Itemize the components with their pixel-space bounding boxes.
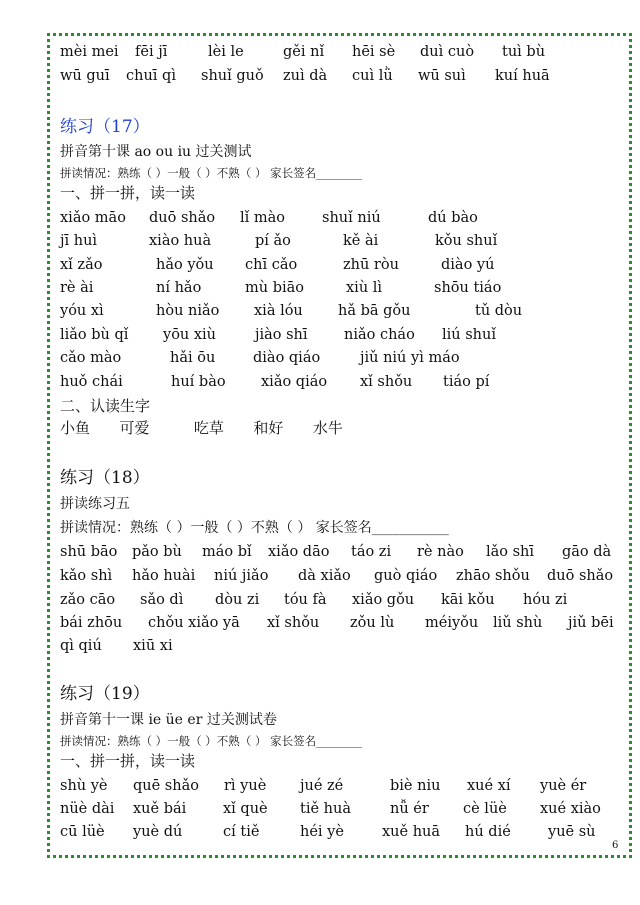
pinyin-word: chǒu xiǎo yā	[148, 615, 240, 631]
pinyin-word: xià lóu	[254, 303, 303, 319]
pinyin-word: héi yè	[300, 824, 344, 840]
pinyin-word: chī cǎo	[245, 257, 298, 273]
pinyin-word: zǒu lù	[350, 615, 395, 631]
pinyin-word: xiǎo qiáo	[261, 374, 328, 390]
pinyin-word: biè niu	[390, 778, 441, 794]
pinyin-word: quē shǎo	[133, 778, 199, 794]
pinyin-word: diào yú	[441, 257, 495, 273]
pinyin-word: wū suì	[418, 68, 466, 84]
pinyin-word: gěi nǐ	[283, 44, 325, 60]
pinyin-word: jiǔ bēi	[568, 615, 614, 631]
pinyin-word: hǎi ōu	[170, 350, 216, 366]
exercise-19-section1: 一、拼一拼，读一读	[60, 752, 196, 770]
pinyin-word: hǎo yǒu	[156, 257, 214, 273]
pinyin-word: máo bǐ	[202, 544, 252, 560]
pinyin-word: xǐ shǒu	[360, 374, 413, 390]
pinyin-word: rè nào	[417, 544, 464, 560]
pinyin-word: xǐ zǎo	[60, 257, 103, 273]
pinyin-word: xiū xi	[133, 638, 173, 654]
pinyin-word: lèi le	[208, 44, 244, 60]
exercise-18-status: 拼读情况：熟练（ ）一般（ ）不熟（ ） 家长签名___________	[60, 520, 449, 536]
pinyin-word: cǎo mào	[60, 350, 122, 366]
pinyin-word: rì yuè	[224, 778, 267, 794]
pinyin-word: hǎ bā gǒu	[338, 303, 411, 319]
pinyin-word: gāo dà	[562, 544, 612, 560]
exercise-17-section1: 一、拼一拼，读一读	[60, 184, 196, 202]
pinyin-word: cè lüè	[463, 801, 507, 817]
pinyin-word: huǒ chái	[60, 374, 123, 390]
pinyin-word: liǔ shù	[493, 615, 543, 631]
exercise-17-subtitle: 拼音第十课 ao ou iu 过关测试	[60, 144, 252, 160]
pinyin-word: xiǎo dāo	[268, 544, 330, 560]
pinyin-word: jué zé	[300, 778, 344, 794]
pinyin-word: hóu zi	[523, 592, 568, 608]
exercise-17-status: 拼读情况：熟练（ ）一般（ ）不熟（ ） 家长签名________	[60, 166, 363, 180]
pinyin-word: cuì lǜ	[352, 68, 393, 84]
pinyin-word: xiǎo māo	[60, 210, 126, 226]
pinyin-word: dà xiǎo	[298, 568, 351, 584]
pinyin-word: xuě huā	[382, 824, 441, 840]
pinyin-word: xué xiào	[540, 801, 601, 817]
pinyin-word: shuǐ niú	[322, 210, 381, 226]
pinyin-word: cí tiě	[223, 824, 260, 840]
pinyin-word: guò qiáo	[374, 568, 438, 584]
pinyin-word: méiyǒu	[425, 615, 479, 631]
exercise-17-title: 练习（17）	[60, 117, 150, 137]
pinyin-word: duì cuò	[420, 44, 475, 60]
exercise-18-title: 练习（18）	[60, 468, 150, 488]
pinyin-word: yóu xì	[60, 303, 104, 319]
pinyin-word: xǐ què	[223, 801, 268, 817]
pinyin-word: liǎo bù qǐ	[60, 327, 129, 343]
page-number: 6	[612, 840, 619, 851]
pinyin-word: wū guī	[60, 68, 110, 84]
exercise-17-section2: 二、认读生字	[60, 397, 151, 415]
pinyin-word: kǎo shì	[60, 568, 113, 584]
pinyin-word: chuī qì	[126, 68, 176, 84]
pinyin-word: tǔ dòu	[475, 303, 523, 319]
pinyin-word: cū lüè	[60, 824, 105, 840]
pinyin-word: zuì dà	[283, 68, 328, 84]
pinyin-word: jiào shī	[255, 327, 308, 343]
pinyin-word: xiù lì	[346, 280, 383, 296]
pinyin-word: xuě bái	[133, 801, 187, 817]
pinyin-word: nǚ ér	[390, 801, 429, 817]
pinyin-word: lǐ mào	[240, 210, 286, 226]
pinyin-word: yuè ér	[540, 778, 587, 794]
pinyin-word: kuí huā	[495, 68, 550, 84]
pinyin-word: táo zi	[351, 544, 392, 560]
pinyin-word: xiào huà	[149, 233, 212, 249]
pinyin-word: kě ài	[343, 233, 379, 249]
pinyin-word: shōu tiáo	[434, 280, 502, 296]
pinyin-word: tiáo pí	[443, 374, 490, 390]
pinyin-word: niú jiǎo	[214, 568, 269, 584]
pinyin-word: bái zhōu	[60, 615, 123, 631]
pinyin-word: hú dié	[465, 824, 511, 840]
pinyin-word: zhāo shǒu	[456, 568, 530, 584]
pinyin-word: duō shǎo	[149, 210, 216, 226]
pinyin-word: zǎo cāo	[60, 592, 116, 608]
pinyin-word: zhū ròu	[343, 257, 399, 273]
pinyin-word: jiǔ niú yì máo	[360, 350, 460, 366]
pinyin-word: shù yè	[60, 778, 108, 794]
exercise-19-status: 拼读情况：熟练（ ）一般（ ）不熟（ ） 家长签名________	[60, 734, 363, 748]
exercise-19-subtitle: 拼音第十一课 ie üe er 过关测试卷	[60, 712, 277, 728]
pinyin-word: kǒu shuǐ	[435, 233, 498, 249]
pinyin-word: fēi jī	[135, 44, 168, 60]
pinyin-word: tóu fà	[284, 592, 327, 608]
pinyin-word: dú bào	[428, 210, 478, 226]
pinyin-word: lǎo shī	[486, 544, 535, 560]
pinyin-word: hǎo huài	[132, 568, 196, 584]
pinyin-word: dòu zi	[215, 592, 260, 608]
pinyin-word: liú shuǐ	[442, 327, 496, 343]
pinyin-word: nüè dài	[60, 801, 115, 817]
pinyin-word: tuì bù	[502, 44, 546, 60]
pinyin-word: pǎo bù	[132, 544, 182, 560]
pinyin-word: hēi sè	[352, 44, 396, 60]
exercise-19-title: 练习（19）	[60, 684, 150, 704]
pinyin-word: tiě huà	[300, 801, 351, 817]
pinyin-word: shū bāo	[60, 544, 118, 560]
exercise-18-subtitle: 拼读练习五	[60, 496, 130, 512]
pinyin-word: shuǐ guǒ	[201, 68, 264, 84]
pinyin-word: xǐ shǒu	[267, 615, 320, 631]
pinyin-word: diào qiáo	[253, 350, 321, 366]
pinyin-word: qì qiú	[60, 638, 102, 654]
pinyin-word: mù biāo	[245, 280, 304, 296]
pinyin-word: sǎo dì	[140, 592, 184, 608]
pinyin-word: kāi kǒu	[441, 592, 495, 608]
pinyin-word: xué xí	[467, 778, 511, 794]
pinyin-word: jī huì	[60, 233, 98, 249]
pinyin-word: pí ǎo	[255, 233, 291, 249]
pinyin-word: xiǎo gǒu	[352, 592, 415, 608]
pinyin-word: niǎo cháo	[344, 327, 415, 343]
pinyin-word: huí bào	[171, 374, 226, 390]
pinyin-word: duō shǎo	[547, 568, 614, 584]
pinyin-word: yuè dú	[133, 824, 183, 840]
pinyin-word: yuē sù	[548, 824, 596, 840]
pinyin-word: hòu niǎo	[156, 303, 220, 319]
pinyin-word: mèi mei	[60, 44, 119, 60]
pinyin-word: rè ài	[60, 280, 94, 296]
pinyin-word: yōu xiù	[163, 327, 217, 343]
pinyin-word: ní hǎo	[156, 280, 202, 296]
exercise-17-characters: 小鱼 可爱 吃草 和好 水牛	[60, 419, 343, 437]
